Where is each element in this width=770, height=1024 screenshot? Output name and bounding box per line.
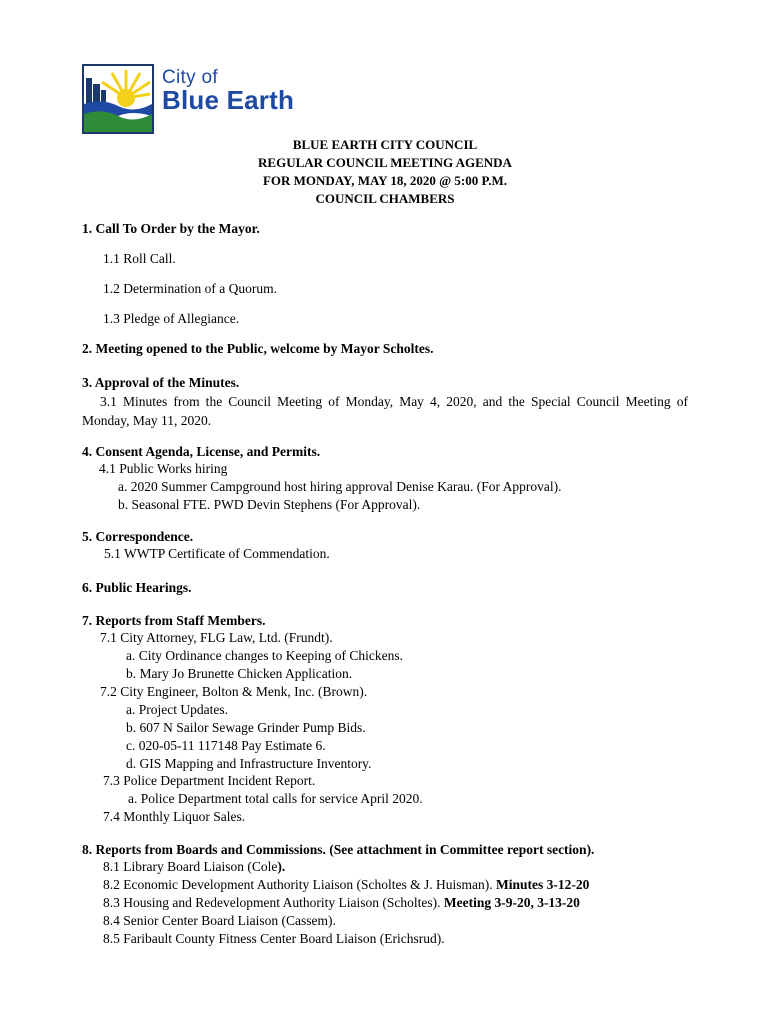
item-8-2 xyxy=(103,877,589,893)
item-7-3-a: a. Police Department total calls for service April 2020. xyxy=(128,791,423,806)
logo-city-of: City of xyxy=(162,67,218,88)
item-4-1-a: a. 2020 Summer Campground host hiring approval Denise Karau. (For Approval). xyxy=(118,479,562,494)
item-7-2-b: b. 607 N Sailor Sewage Grinder Pump Bids. xyxy=(126,720,366,735)
item-8-5: 8.5 Faribault County Fitness Center Board Liaison (Erichsrud). xyxy=(103,931,445,946)
item-8-3-meeting: Meeting 3-9-20, 3-13-20 xyxy=(443,895,580,910)
item-1-3: 1.3 Pledge of Allegiance. xyxy=(103,311,240,326)
item-7-1-b: b. Mary Jo Brunette Chicken Application. xyxy=(126,666,353,681)
item-8-2-minutes: Minutes 3-12-20 xyxy=(495,877,590,892)
city-logo xyxy=(82,64,352,136)
item-7-2-c: c. 020-05-11 117148 Pay Estimate 6. xyxy=(126,738,326,753)
logo-emblem xyxy=(82,64,154,134)
header-line-1: BLUE EARTH CITY COUNCIL xyxy=(292,137,478,152)
item-7-3: 7.3 Police Department Incident Report. xyxy=(103,773,316,788)
item-4-1-b: b. Seasonal FTE. PWD Devin Stephens (For Approval). xyxy=(118,497,421,512)
item-8-4: 8.4 Senior Center Board Liaison (Cassem). xyxy=(103,913,336,928)
item-8-1-close: ). xyxy=(277,859,286,874)
section-8-title: 8. Reports from Boards and Commissions. (See attachment in Committee report section). xyxy=(82,842,595,857)
logo-blue-earth: Blue Earth xyxy=(162,85,295,115)
section-5-title: 5. Correspondence. xyxy=(82,529,194,544)
section-1-title: 1. Call To Order by the Mayor. xyxy=(82,221,260,236)
header-line-3: FOR MONDAY, MAY 18, 2020 @ 5:00 P.M. xyxy=(262,173,508,188)
header-line-2: REGULAR COUNCIL MEETING AGENDA xyxy=(258,155,512,170)
item-7-4: 7.4 Monthly Liquor Sales. xyxy=(103,809,246,824)
item-7-2-a: a. Project Updates. xyxy=(126,702,228,717)
item-7-1: 7.1 City Attorney, FLG Law, Ltd. (Frundt). xyxy=(100,630,333,645)
section-2-title: 2. Meeting opened to the Public, welcome by Mayor Scholtes. xyxy=(82,341,434,356)
item-8-1 xyxy=(103,859,285,875)
item-7-2: 7.2 City Engineer, Bolton & Menk, Inc. (Brown). xyxy=(100,684,368,699)
item-8-2-text: 8.2 Economic Development Authority Liaison (Scholtes & J. Huisman). xyxy=(103,877,496,892)
item-4-1: 4.1 Public Works hiring xyxy=(99,461,228,476)
header-line-4: COUNCIL CHAMBERS xyxy=(315,191,455,206)
item-8-3 xyxy=(103,895,580,911)
item-1-2: 1.2 Determination of a Quorum. xyxy=(103,281,277,296)
section-4-title: 4. Consent Agenda, License, and Permits. xyxy=(82,444,321,459)
item-8-1-text: 8.1 Library Board Liaison (Cole xyxy=(103,859,278,874)
item-7-2-d: d. GIS Mapping and Infrastructure Inventory. xyxy=(126,756,372,771)
item-8-3-text: 8.3 Housing and Redevelopment Authority Liaison (Scholtes). xyxy=(103,895,444,910)
item-5-1: 5.1 WWTP Certificate of Commendation. xyxy=(104,546,330,561)
item-7-1-a: a. City Ordinance changes to Keeping of Chickens. xyxy=(126,648,404,663)
section-3-title: 3. Approval of the Minutes. xyxy=(82,375,240,390)
section-7-title: 7. Reports from Staff Members. xyxy=(82,613,266,628)
section-6-title: 6. Public Hearings. xyxy=(82,580,192,595)
item-3-1: 3.1 Minutes from the Council Meeting of Monday, May 4, 2020, and the Special Council Meeting of Monday, May 11, 2020. xyxy=(82,394,688,428)
item-1-1: 1.1 Roll Call. xyxy=(103,251,176,266)
